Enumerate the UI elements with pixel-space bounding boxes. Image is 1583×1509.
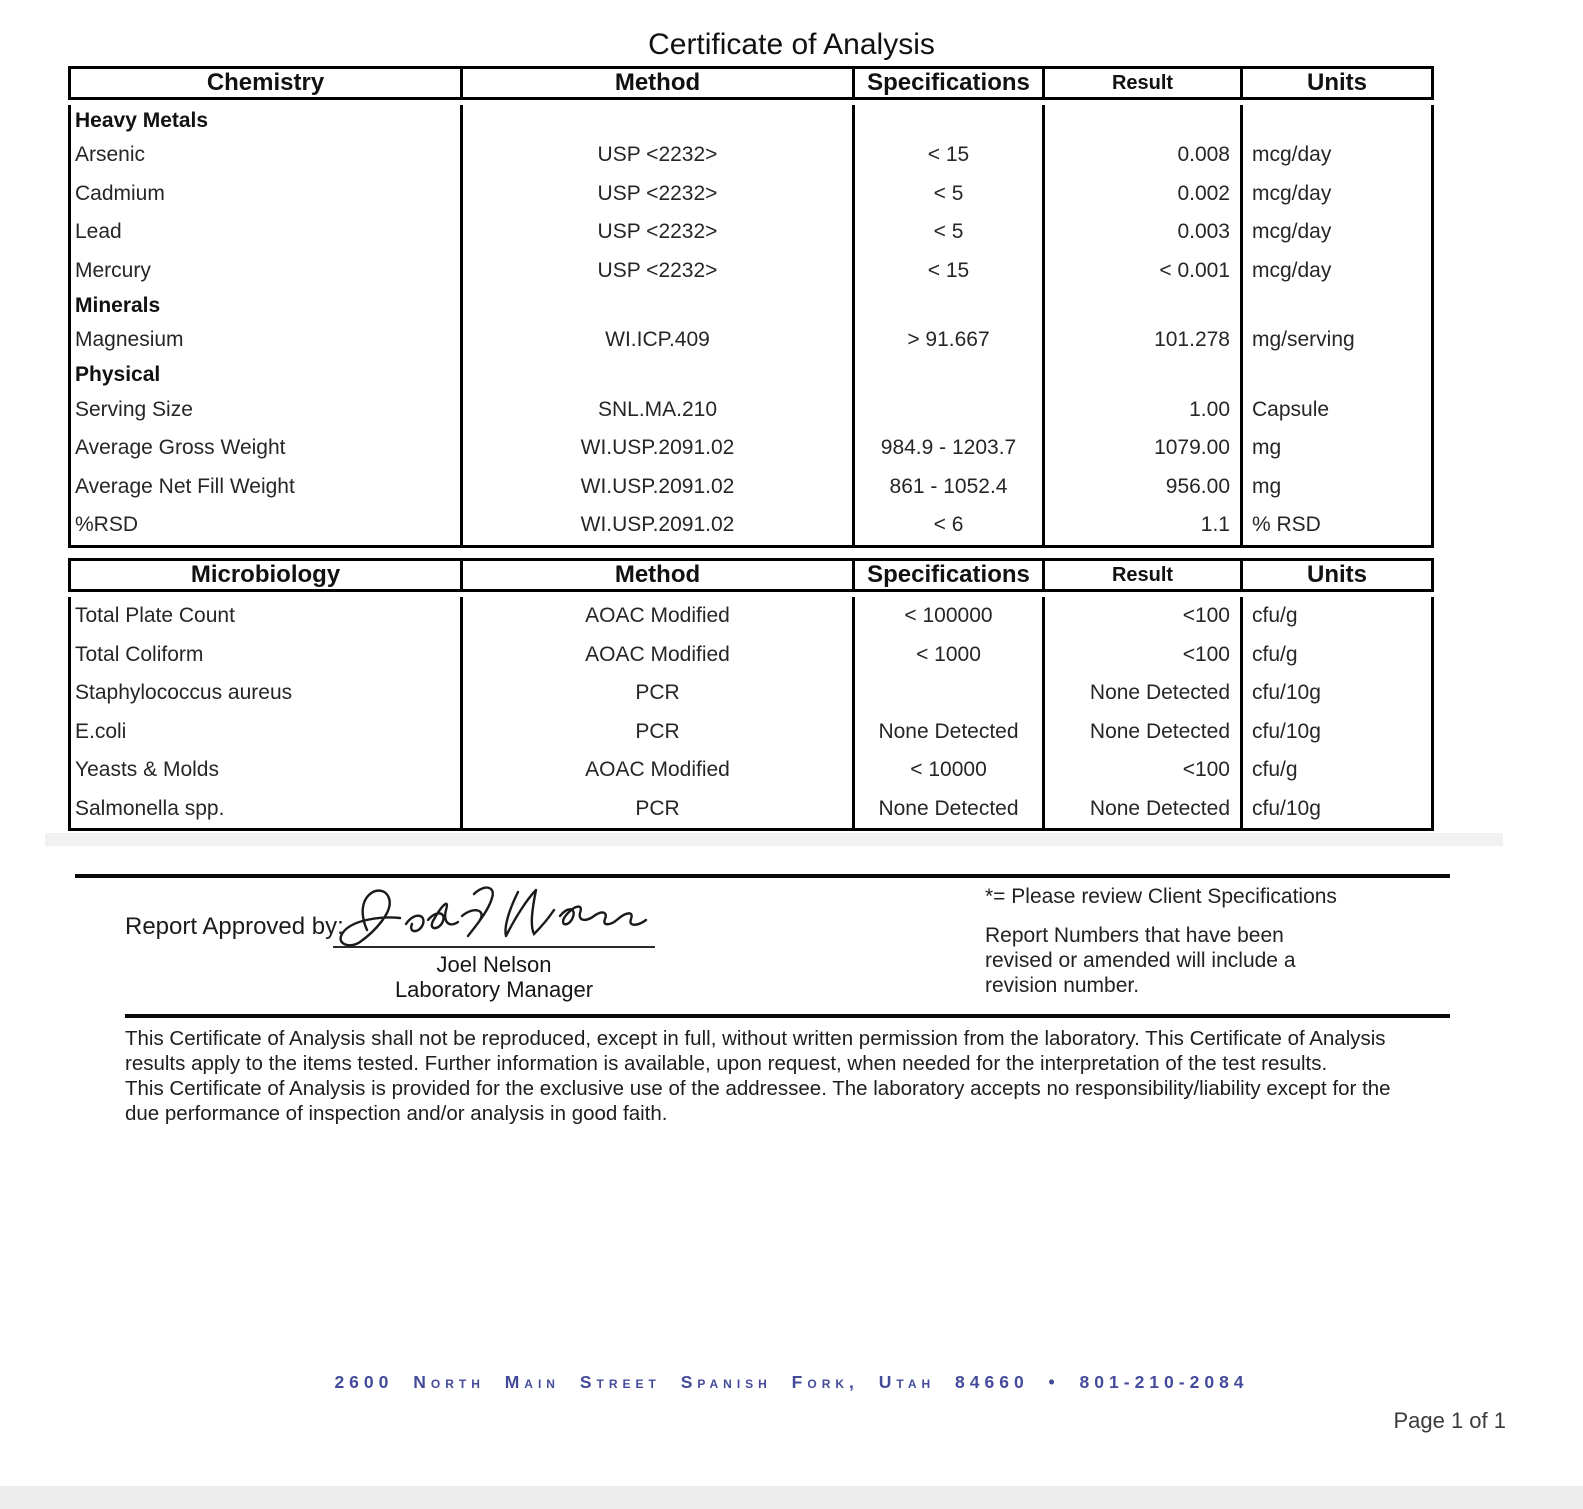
- analyte-cell: Average Net Fill Weight: [75, 474, 295, 498]
- lab-address: 2600 North Main Street Spanish Fork, Utah 84660 • 801-210-2084: [334, 1372, 1249, 1392]
- spec-cell: < 5: [852, 213, 1042, 252]
- analyte-cell: Staphylococcus aureus: [75, 681, 293, 705]
- method-cell: AOAC Modified: [460, 751, 852, 790]
- method-cell: WI.USP.2091.02: [460, 506, 852, 545]
- analyte-cell: Yeasts & Molds: [75, 758, 219, 782]
- spec-cell: < 10000: [852, 751, 1042, 790]
- spec-cell: None Detected: [852, 790, 1042, 829]
- table-row: [71, 391, 1431, 430]
- analyte-cell: Magnesium: [75, 328, 184, 352]
- units-cell: % RSD: [1240, 506, 1431, 545]
- header-cell-method: Method: [463, 69, 855, 97]
- spec-cell: None Detected: [852, 713, 1042, 752]
- table-row: [71, 175, 1431, 214]
- spec-cell: < 1000: [852, 636, 1042, 675]
- table-row: [71, 468, 1431, 507]
- units-cell: cfu/g: [1240, 751, 1431, 790]
- result-cell: 1.00: [1042, 391, 1240, 430]
- table-row: [71, 213, 1431, 252]
- section-row: [71, 105, 1431, 136]
- analyte-cell: Average Gross Weight: [75, 436, 286, 460]
- result-cell: < 0.001: [1042, 252, 1240, 291]
- units-cell: cfu/g: [1240, 636, 1431, 675]
- page-number: Page 1 of 1: [1393, 1408, 1506, 1433]
- analyte-cell: Serving Size: [75, 397, 193, 421]
- result-cell: 1079.00: [1042, 429, 1240, 468]
- method-cell: AOAC Modified: [460, 636, 852, 675]
- disclaimer-paragraph-2: This Certificate of Analysis is provided for the exclusive use of the addressee. The laboratory accepts no responsibility/liability except for the due performance of inspection and/or analysis in good faith.: [125, 1077, 1391, 1125]
- table-row: [71, 136, 1431, 175]
- units-cell: mg/serving: [1240, 321, 1431, 360]
- header-cell-specifications: Specifications: [855, 69, 1045, 97]
- units-cell: cfu/g: [1240, 597, 1431, 636]
- analyte-cell: Mercury: [75, 258, 151, 282]
- disclaimer-text: [125, 1026, 1425, 1126]
- table-row: [71, 636, 1431, 675]
- approved-by-label: Report Approved by:: [125, 913, 344, 940]
- units-cell: mg: [1240, 429, 1431, 468]
- result-cell: 0.003: [1042, 213, 1240, 252]
- signature-image: [322, 878, 658, 956]
- section-label: Physical: [75, 363, 161, 386]
- header-cell-microbiology: Microbiology: [71, 561, 463, 589]
- units-cell: mcg/day: [1240, 136, 1431, 175]
- analyte-cell: Cadmium: [75, 181, 165, 205]
- result-cell: <100: [1042, 751, 1240, 790]
- analyte-cell: Arsenic: [75, 143, 146, 167]
- units-cell: mg: [1240, 468, 1431, 507]
- spec-cell: < 15: [852, 252, 1042, 291]
- spec-cell: 984.9 - 1203.7: [852, 429, 1042, 468]
- horizontal-rule-top: [75, 874, 1450, 878]
- client-spec-note: *= Please review Client Specifications: [985, 885, 1337, 908]
- method-cell: PCR: [460, 674, 852, 713]
- spec-cell: < 100000: [852, 597, 1042, 636]
- method-cell: WI.ICP.409: [460, 321, 852, 360]
- revision-note: Report Numbers that have been revised or amended will include a revision number.: [985, 924, 1296, 997]
- units-cell: cfu/10g: [1240, 713, 1431, 752]
- table-row: [71, 674, 1431, 713]
- result-cell: 956.00: [1042, 468, 1240, 507]
- spec-cell: < 6: [852, 506, 1042, 545]
- analyte-cell: Total Plate Count: [75, 604, 235, 628]
- table-row: [71, 429, 1431, 468]
- method-cell: WI.USP.2091.02: [460, 429, 852, 468]
- spec-cell: 861 - 1052.4: [852, 468, 1042, 507]
- analyte-cell: Salmonella spp.: [75, 796, 225, 820]
- section-label: Minerals: [75, 293, 161, 317]
- result-cell: 0.002: [1042, 175, 1240, 214]
- method-cell: PCR: [460, 713, 852, 752]
- signer-name: Joel Nelson: [436, 952, 552, 977]
- microbiology-header-row: [68, 558, 1434, 592]
- units-cell: mcg/day: [1240, 213, 1431, 252]
- horizontal-rule-bottom: [125, 1014, 1450, 1018]
- header-cell-units: Units: [1307, 561, 1367, 588]
- table-row: [71, 713, 1431, 752]
- table-row: [71, 597, 1431, 636]
- header-cell-specifications: Specifications: [855, 561, 1045, 589]
- units-cell: mcg/day: [1240, 252, 1431, 291]
- spec-cell: < 15: [852, 136, 1042, 175]
- spec-cell: > 91.667: [852, 321, 1042, 360]
- signature-line: [333, 946, 655, 948]
- result-cell: <100: [1042, 597, 1240, 636]
- method-cell: AOAC Modified: [460, 597, 852, 636]
- bottom-strip: [0, 1486, 1583, 1509]
- units-cell: cfu/10g: [1240, 674, 1431, 713]
- result-cell: None Detected: [1042, 790, 1240, 829]
- page-title: Certificate of Analysis: [648, 28, 935, 61]
- method-cell: PCR: [460, 790, 852, 829]
- header-cell-result: Result: [1045, 69, 1243, 97]
- result-cell: 1.1: [1042, 506, 1240, 545]
- units-cell: cfu/10g: [1240, 790, 1431, 829]
- units-cell: Capsule: [1240, 391, 1431, 430]
- section-row: [71, 290, 1431, 321]
- chemistry-header-row: [68, 66, 1434, 100]
- method-cell: USP <2232>: [460, 175, 852, 214]
- microbiology-table-body: [68, 597, 1434, 831]
- spec-cell: [852, 674, 1042, 713]
- result-cell: 101.278: [1042, 321, 1240, 360]
- table-row: [71, 321, 1431, 360]
- method-cell: WI.USP.2091.02: [460, 468, 852, 507]
- table-row: [71, 751, 1431, 790]
- microbiology-table: [68, 558, 1434, 831]
- analyte-cell: %RSD: [75, 513, 139, 537]
- units-cell: mcg/day: [1240, 175, 1431, 214]
- spec-cell: < 5: [852, 175, 1042, 214]
- header-cell-method: Method: [463, 561, 855, 589]
- result-cell: None Detected: [1042, 713, 1240, 752]
- result-cell: <100: [1042, 636, 1240, 675]
- method-cell: USP <2232>: [460, 252, 852, 291]
- divider-strip: [45, 833, 1503, 846]
- signer-title: Laboratory Manager: [394, 977, 594, 1002]
- method-cell: SNL.MA.210: [460, 391, 852, 430]
- analyte-cell: E.coli: [75, 719, 127, 743]
- result-cell: 0.008: [1042, 136, 1240, 175]
- disclaimer-paragraph-1: This Certificate of Analysis shall not be reproduced, except in full, without written permission from the laboratory. This Certificate of Analysis results apply to the items tested. Further information is available, upon request, when needed for the interpretation of the test results.: [125, 1027, 1386, 1075]
- spec-cell: [852, 391, 1042, 430]
- header-cell-result: Result: [1045, 561, 1243, 589]
- method-cell: USP <2232>: [460, 213, 852, 252]
- result-cell: None Detected: [1042, 674, 1240, 713]
- section-label: Heavy Metals: [75, 108, 209, 132]
- table-row: [71, 506, 1431, 545]
- header-cell-units: Units: [1307, 69, 1367, 96]
- analyte-cell: Lead: [75, 220, 122, 244]
- method-cell: USP <2232>: [460, 136, 852, 175]
- table-row: [71, 252, 1431, 291]
- chemistry-table-body: [68, 105, 1434, 548]
- chemistry-table: [68, 66, 1434, 548]
- analyte-cell: Total Coliform: [75, 642, 204, 666]
- header-cell-chemistry: Chemistry: [71, 69, 463, 97]
- table-row: [71, 790, 1431, 829]
- section-row: [71, 360, 1431, 391]
